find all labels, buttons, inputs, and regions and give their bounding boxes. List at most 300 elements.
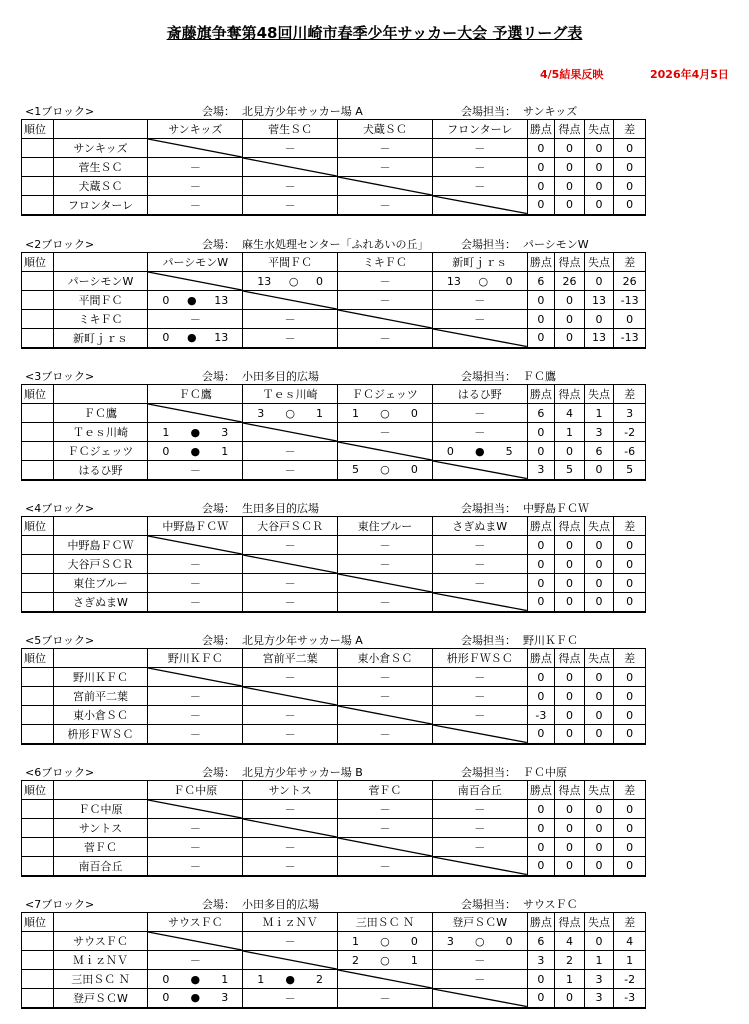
result-cell: － [432, 800, 527, 819]
score-own: 0 [162, 991, 170, 1005]
wins-value: 0 [527, 310, 555, 329]
team-name: ＦＣジェッツ [53, 442, 148, 461]
diagonal-slash [243, 687, 337, 705]
score-opponent: 1 [410, 953, 418, 967]
match-result [148, 991, 242, 1004]
team-header: ＦＣ鷹 [148, 385, 243, 404]
result-cell [148, 291, 243, 310]
score-opponent: 13 [214, 331, 229, 345]
match-result [433, 275, 527, 288]
result-mark: ● [285, 972, 295, 986]
score-own: 1 [352, 406, 360, 420]
result-cell: － [338, 196, 433, 215]
blank-header [53, 120, 148, 139]
team-header: 南百合丘 [432, 781, 527, 800]
result-cell [432, 272, 527, 291]
result-cell: － [148, 158, 243, 177]
manager-label: 会場担当： [461, 634, 516, 647]
result-cell: － [338, 800, 433, 819]
result-cell: － [243, 668, 338, 687]
team-header: ＦＣジェッツ [338, 385, 433, 404]
league-table [21, 384, 646, 481]
block-header [21, 763, 646, 780]
table-row [22, 706, 646, 725]
goals-against-value: 0 [584, 725, 614, 744]
manager-label: 会場担当： [461, 898, 516, 911]
self-match-cell [432, 857, 527, 876]
wins-value: 3 [527, 461, 555, 480]
result-cell: － [338, 593, 433, 612]
diagonal-slash [338, 177, 432, 195]
team-name: 登戸ＳＣW [53, 989, 148, 1008]
block-7 [21, 895, 646, 1009]
diagonal-slash [433, 989, 527, 1007]
result-cell: － [243, 593, 338, 612]
header-row [22, 385, 646, 404]
match-result [148, 331, 242, 344]
score-own: 0 [162, 972, 170, 986]
match-result [148, 426, 242, 439]
result-cell: － [338, 668, 433, 687]
result-cell: － [243, 536, 338, 555]
rank-cell [22, 970, 54, 989]
team-header: ミキＦＣ [338, 253, 433, 272]
match-result [433, 935, 527, 948]
wins-value: 0 [527, 291, 555, 310]
result-cell: － [243, 461, 338, 480]
table-row [22, 951, 646, 970]
table-row [22, 272, 646, 291]
goal-diff-value: 0 [614, 158, 646, 177]
goal-diff-value: 0 [614, 838, 646, 857]
result-mark: ● [190, 972, 201, 986]
self-match-cell [148, 536, 243, 555]
rank-cell [22, 291, 54, 310]
goals-for-value: 0 [555, 196, 585, 215]
goals-against-value: 13 [584, 291, 614, 310]
goal-diff-value: 4 [614, 932, 646, 951]
goal-diff-value: -3 [614, 989, 646, 1008]
team-name: 南百合丘 [53, 857, 148, 876]
goal-diff-header: 差 [614, 517, 646, 536]
match-result [338, 935, 432, 948]
goals-against-header: 失点 [584, 517, 614, 536]
goals-against-header: 失点 [584, 253, 614, 272]
self-match-cell [243, 423, 338, 442]
team-header: 野川ＫＦＣ [148, 649, 243, 668]
team-name: 東住ブルー [53, 574, 148, 593]
result-cell: － [148, 177, 243, 196]
match-result [148, 294, 242, 307]
team-name: 中野島ＦＣＷ [53, 536, 148, 555]
table-row [22, 932, 646, 951]
block-header [21, 631, 646, 648]
rank-cell [22, 800, 54, 819]
wins-header: 勝点 [527, 385, 555, 404]
result-cell: － [338, 857, 433, 876]
goals-against-value: 0 [584, 706, 614, 725]
goals-for-header: 得点 [555, 781, 585, 800]
goal-diff-value: 0 [614, 706, 646, 725]
wins-value: 0 [527, 838, 555, 857]
result-cell: － [148, 593, 243, 612]
score-opponent: 0 [410, 463, 418, 477]
result-cell: － [243, 857, 338, 876]
score-own: 0 [162, 293, 170, 307]
result-cell: － [432, 838, 527, 857]
result-cell [148, 989, 243, 1008]
diagonal-slash [148, 800, 242, 818]
result-cell: － [243, 177, 338, 196]
result-cell [338, 932, 433, 951]
goals-against-value: 0 [584, 536, 614, 555]
team-name: はるひ野 [53, 461, 148, 480]
result-mark: ○ [380, 953, 390, 967]
diagonal-slash [148, 668, 242, 686]
result-cell: － [432, 687, 527, 706]
self-match-cell [432, 593, 527, 612]
rank-cell [22, 196, 54, 215]
team-name: フロンターレ [53, 196, 148, 215]
manager-name: サウスＦＣ [523, 898, 578, 911]
goal-diff-value: -2 [614, 423, 646, 442]
match-result [148, 445, 242, 458]
diagonal-slash [433, 196, 527, 214]
goal-diff-value: 0 [614, 725, 646, 744]
self-match-cell [148, 800, 243, 819]
goals-against-value: 0 [584, 819, 614, 838]
goals-against-value: 0 [584, 139, 614, 158]
rank-cell [22, 932, 54, 951]
match-result [338, 463, 432, 476]
wins-value: 0 [527, 593, 555, 612]
goals-against-header: 失点 [584, 781, 614, 800]
block-2 [21, 235, 646, 349]
self-match-cell [338, 970, 433, 989]
rank-cell [22, 555, 54, 574]
self-match-cell [338, 177, 433, 196]
score-own: 1 [352, 934, 360, 948]
team-name: 新町ｊｒｓ [53, 329, 148, 348]
score-opponent: 0 [410, 934, 418, 948]
team-name: ＦＣ中原 [53, 800, 148, 819]
league-table [21, 912, 646, 1009]
result-mark: ○ [474, 934, 485, 948]
result-cell [432, 932, 527, 951]
goals-for-value: 26 [555, 272, 585, 291]
table-row [22, 423, 646, 442]
result-cell: － [432, 139, 527, 158]
result-cell: － [338, 158, 433, 177]
block-header [21, 367, 646, 384]
self-match-cell [243, 158, 338, 177]
score-own: 3 [446, 934, 454, 948]
goals-against-value: 0 [584, 196, 614, 215]
block-6 [21, 763, 646, 877]
goal-diff-value: 0 [614, 536, 646, 555]
rank-header: 順位 [22, 385, 54, 404]
header-row [22, 649, 646, 668]
diagonal-slash [433, 461, 527, 479]
result-cell: － [432, 574, 527, 593]
self-match-cell [432, 461, 527, 480]
result-cell: － [148, 310, 243, 329]
team-header: 犬蔵ＳＣ [338, 120, 433, 139]
score-own: 13 [257, 274, 272, 288]
result-cell: － [338, 725, 433, 744]
wins-value: 0 [527, 970, 555, 989]
block-5 [21, 631, 646, 745]
venue-label: 会場： [202, 105, 235, 118]
self-match-cell [338, 838, 433, 857]
table-row [22, 196, 646, 215]
result-cell [243, 272, 338, 291]
goal-diff-value: -13 [614, 291, 646, 310]
block-name: <1ブロック> [25, 105, 95, 118]
table-row [22, 536, 646, 555]
blank-header [53, 649, 148, 668]
goals-against-value: 13 [584, 329, 614, 348]
manager-label: 会場担当： [461, 238, 516, 251]
goals-for-value: 0 [555, 706, 585, 725]
manager-name: サンキッズ [523, 105, 578, 118]
goals-for-value: 1 [555, 423, 585, 442]
wins-header: 勝点 [527, 120, 555, 139]
self-match-cell [243, 291, 338, 310]
goals-against-value: 0 [584, 932, 614, 951]
goals-for-value: 2 [555, 951, 585, 970]
diagonal-slash [433, 329, 527, 347]
wins-header: 勝点 [527, 517, 555, 536]
league-table [21, 516, 646, 613]
diagonal-slash [243, 819, 337, 837]
blank-header [53, 253, 148, 272]
result-cell: － [432, 555, 527, 574]
team-name: 菅生ＳＣ [53, 158, 148, 177]
result-mark: ○ [380, 463, 390, 477]
result-cell [148, 329, 243, 348]
team-header: パーシモンW [148, 253, 243, 272]
table-row [22, 291, 646, 310]
self-match-cell [338, 706, 433, 725]
venue-name: 生田多目的広場 [242, 502, 319, 515]
diagonal-slash [148, 139, 242, 157]
rank-cell [22, 442, 54, 461]
team-name: 菅ＦＣ [53, 838, 148, 857]
self-match-cell [148, 139, 243, 158]
result-cell: － [338, 687, 433, 706]
goals-against-value: 3 [584, 423, 614, 442]
score-opponent: 0 [410, 406, 418, 420]
venue-name: 小田多目的広場 [242, 370, 319, 383]
table-row [22, 687, 646, 706]
result-cell: － [432, 536, 527, 555]
goals-against-value: 3 [584, 970, 614, 989]
result-cell: － [243, 706, 338, 725]
table-row [22, 461, 646, 480]
block-name: <2ブロック> [25, 238, 95, 251]
goals-against-value: 0 [584, 668, 614, 687]
team-header: サウスＦＣ [148, 913, 243, 932]
rank-cell [22, 706, 54, 725]
team-header: さぎぬまW [432, 517, 527, 536]
diagonal-slash [148, 536, 242, 554]
goals-against-value: 0 [584, 800, 614, 819]
block-name: <3ブロック> [25, 370, 95, 383]
venue-label: 会場： [202, 766, 235, 779]
goals-for-value: 0 [555, 291, 585, 310]
match-result [148, 973, 242, 986]
block-header [21, 235, 646, 252]
wins-header: 勝点 [527, 781, 555, 800]
block-header [21, 102, 646, 119]
match-result [433, 445, 527, 458]
self-match-cell [432, 329, 527, 348]
diagonal-slash [148, 404, 242, 422]
goals-for-value: 4 [555, 404, 585, 423]
wins-value: 6 [527, 404, 555, 423]
wins-value: 0 [527, 555, 555, 574]
block-4 [21, 499, 646, 613]
wins-value: 0 [527, 725, 555, 744]
team-header: 平間ＦＣ [243, 253, 338, 272]
self-match-cell [243, 555, 338, 574]
goals-against-value: 0 [584, 857, 614, 876]
result-cell [432, 442, 527, 461]
goal-diff-header: 差 [614, 253, 646, 272]
goals-for-value: 0 [555, 574, 585, 593]
goal-diff-value: 0 [614, 196, 646, 215]
team-name: ＭｉｚＮＶ [53, 951, 148, 970]
rank-cell [22, 857, 54, 876]
goals-against-value: 0 [584, 593, 614, 612]
rank-header: 順位 [22, 517, 54, 536]
league-table [21, 780, 646, 877]
rank-cell [22, 177, 54, 196]
team-header: 三田ＳＣ Ｎ [338, 913, 433, 932]
goals-against-header: 失点 [584, 649, 614, 668]
result-cell: － [243, 800, 338, 819]
result-cell: － [432, 706, 527, 725]
rank-header: 順位 [22, 781, 54, 800]
wins-value: 0 [527, 857, 555, 876]
result-mark: ○ [288, 274, 299, 288]
team-name: サンキッズ [53, 139, 148, 158]
table-row [22, 838, 646, 857]
result-cell: － [148, 725, 243, 744]
table-row [22, 177, 646, 196]
result-cell [338, 404, 433, 423]
rank-cell [22, 310, 54, 329]
goal-diff-value: 0 [614, 819, 646, 838]
result-cell [338, 461, 433, 480]
match-result [338, 954, 432, 967]
result-mark: ○ [380, 934, 390, 948]
result-mark: ● [190, 444, 201, 458]
goal-diff-value: 0 [614, 574, 646, 593]
team-name: パーシモンW [53, 272, 148, 291]
manager-label: 会場担当： [461, 766, 516, 779]
goals-against-value: 3 [584, 989, 614, 1008]
goals-against-value: 0 [584, 574, 614, 593]
goals-for-value: 0 [555, 989, 585, 1008]
goals-for-value: 0 [555, 800, 585, 819]
wins-value: 0 [527, 989, 555, 1008]
result-cell: － [148, 951, 243, 970]
result-cell: － [243, 329, 338, 348]
self-match-cell [243, 951, 338, 970]
goals-for-value: 0 [555, 329, 585, 348]
goal-diff-value: 0 [614, 800, 646, 819]
rank-header: 順位 [22, 913, 54, 932]
goals-against-value: 0 [584, 555, 614, 574]
goals-against-value: 0 [584, 687, 614, 706]
wins-value: 0 [527, 329, 555, 348]
goals-against-header: 失点 [584, 385, 614, 404]
score-opponent: 5 [505, 444, 513, 458]
goal-diff-value: 1 [614, 951, 646, 970]
rank-cell [22, 951, 54, 970]
venue-label: 会場： [202, 238, 235, 251]
table-row [22, 555, 646, 574]
goals-against-header: 失点 [584, 120, 614, 139]
result-cell [148, 442, 243, 461]
goal-diff-value: -6 [614, 442, 646, 461]
venue-name: 麻生水処理センター「ふれあいの丘」 [242, 238, 429, 251]
goal-diff-value: -13 [614, 329, 646, 348]
goals-against-value: 0 [584, 461, 614, 480]
score-opponent: 3 [221, 425, 229, 439]
goals-for-value: 0 [555, 442, 585, 461]
rank-cell [22, 536, 54, 555]
score-opponent: 13 [214, 293, 229, 307]
team-name: 平間ＦＣ [53, 291, 148, 310]
rank-cell [22, 593, 54, 612]
header-row [22, 120, 646, 139]
manager-label: 会場担当： [461, 370, 516, 383]
self-match-cell [148, 932, 243, 951]
goal-diff-value: 0 [614, 593, 646, 612]
goals-for-value: 0 [555, 687, 585, 706]
result-cell: － [148, 706, 243, 725]
blank-header [53, 781, 148, 800]
team-name: 枡形ＦＷＳＣ [53, 725, 148, 744]
wins-value: 0 [527, 177, 555, 196]
goal-diff-header: 差 [614, 649, 646, 668]
goals-against-header: 失点 [584, 913, 614, 932]
table-row [22, 970, 646, 989]
goals-for-value: 4 [555, 932, 585, 951]
result-cell: － [243, 574, 338, 593]
table-row [22, 574, 646, 593]
result-cell: － [148, 555, 243, 574]
diagonal-slash [243, 291, 337, 309]
diagonal-slash [148, 272, 242, 290]
score-opponent: 1 [221, 444, 229, 458]
result-cell: － [338, 329, 433, 348]
table-row [22, 800, 646, 819]
block-1 [21, 102, 646, 216]
result-cell: － [148, 196, 243, 215]
score-own: 0 [446, 444, 454, 458]
goals-for-value: 0 [555, 177, 585, 196]
table-row [22, 668, 646, 687]
rank-cell [22, 574, 54, 593]
result-cell: － [243, 989, 338, 1008]
rank-cell [22, 404, 54, 423]
table-row [22, 404, 646, 423]
result-cell: － [432, 951, 527, 970]
